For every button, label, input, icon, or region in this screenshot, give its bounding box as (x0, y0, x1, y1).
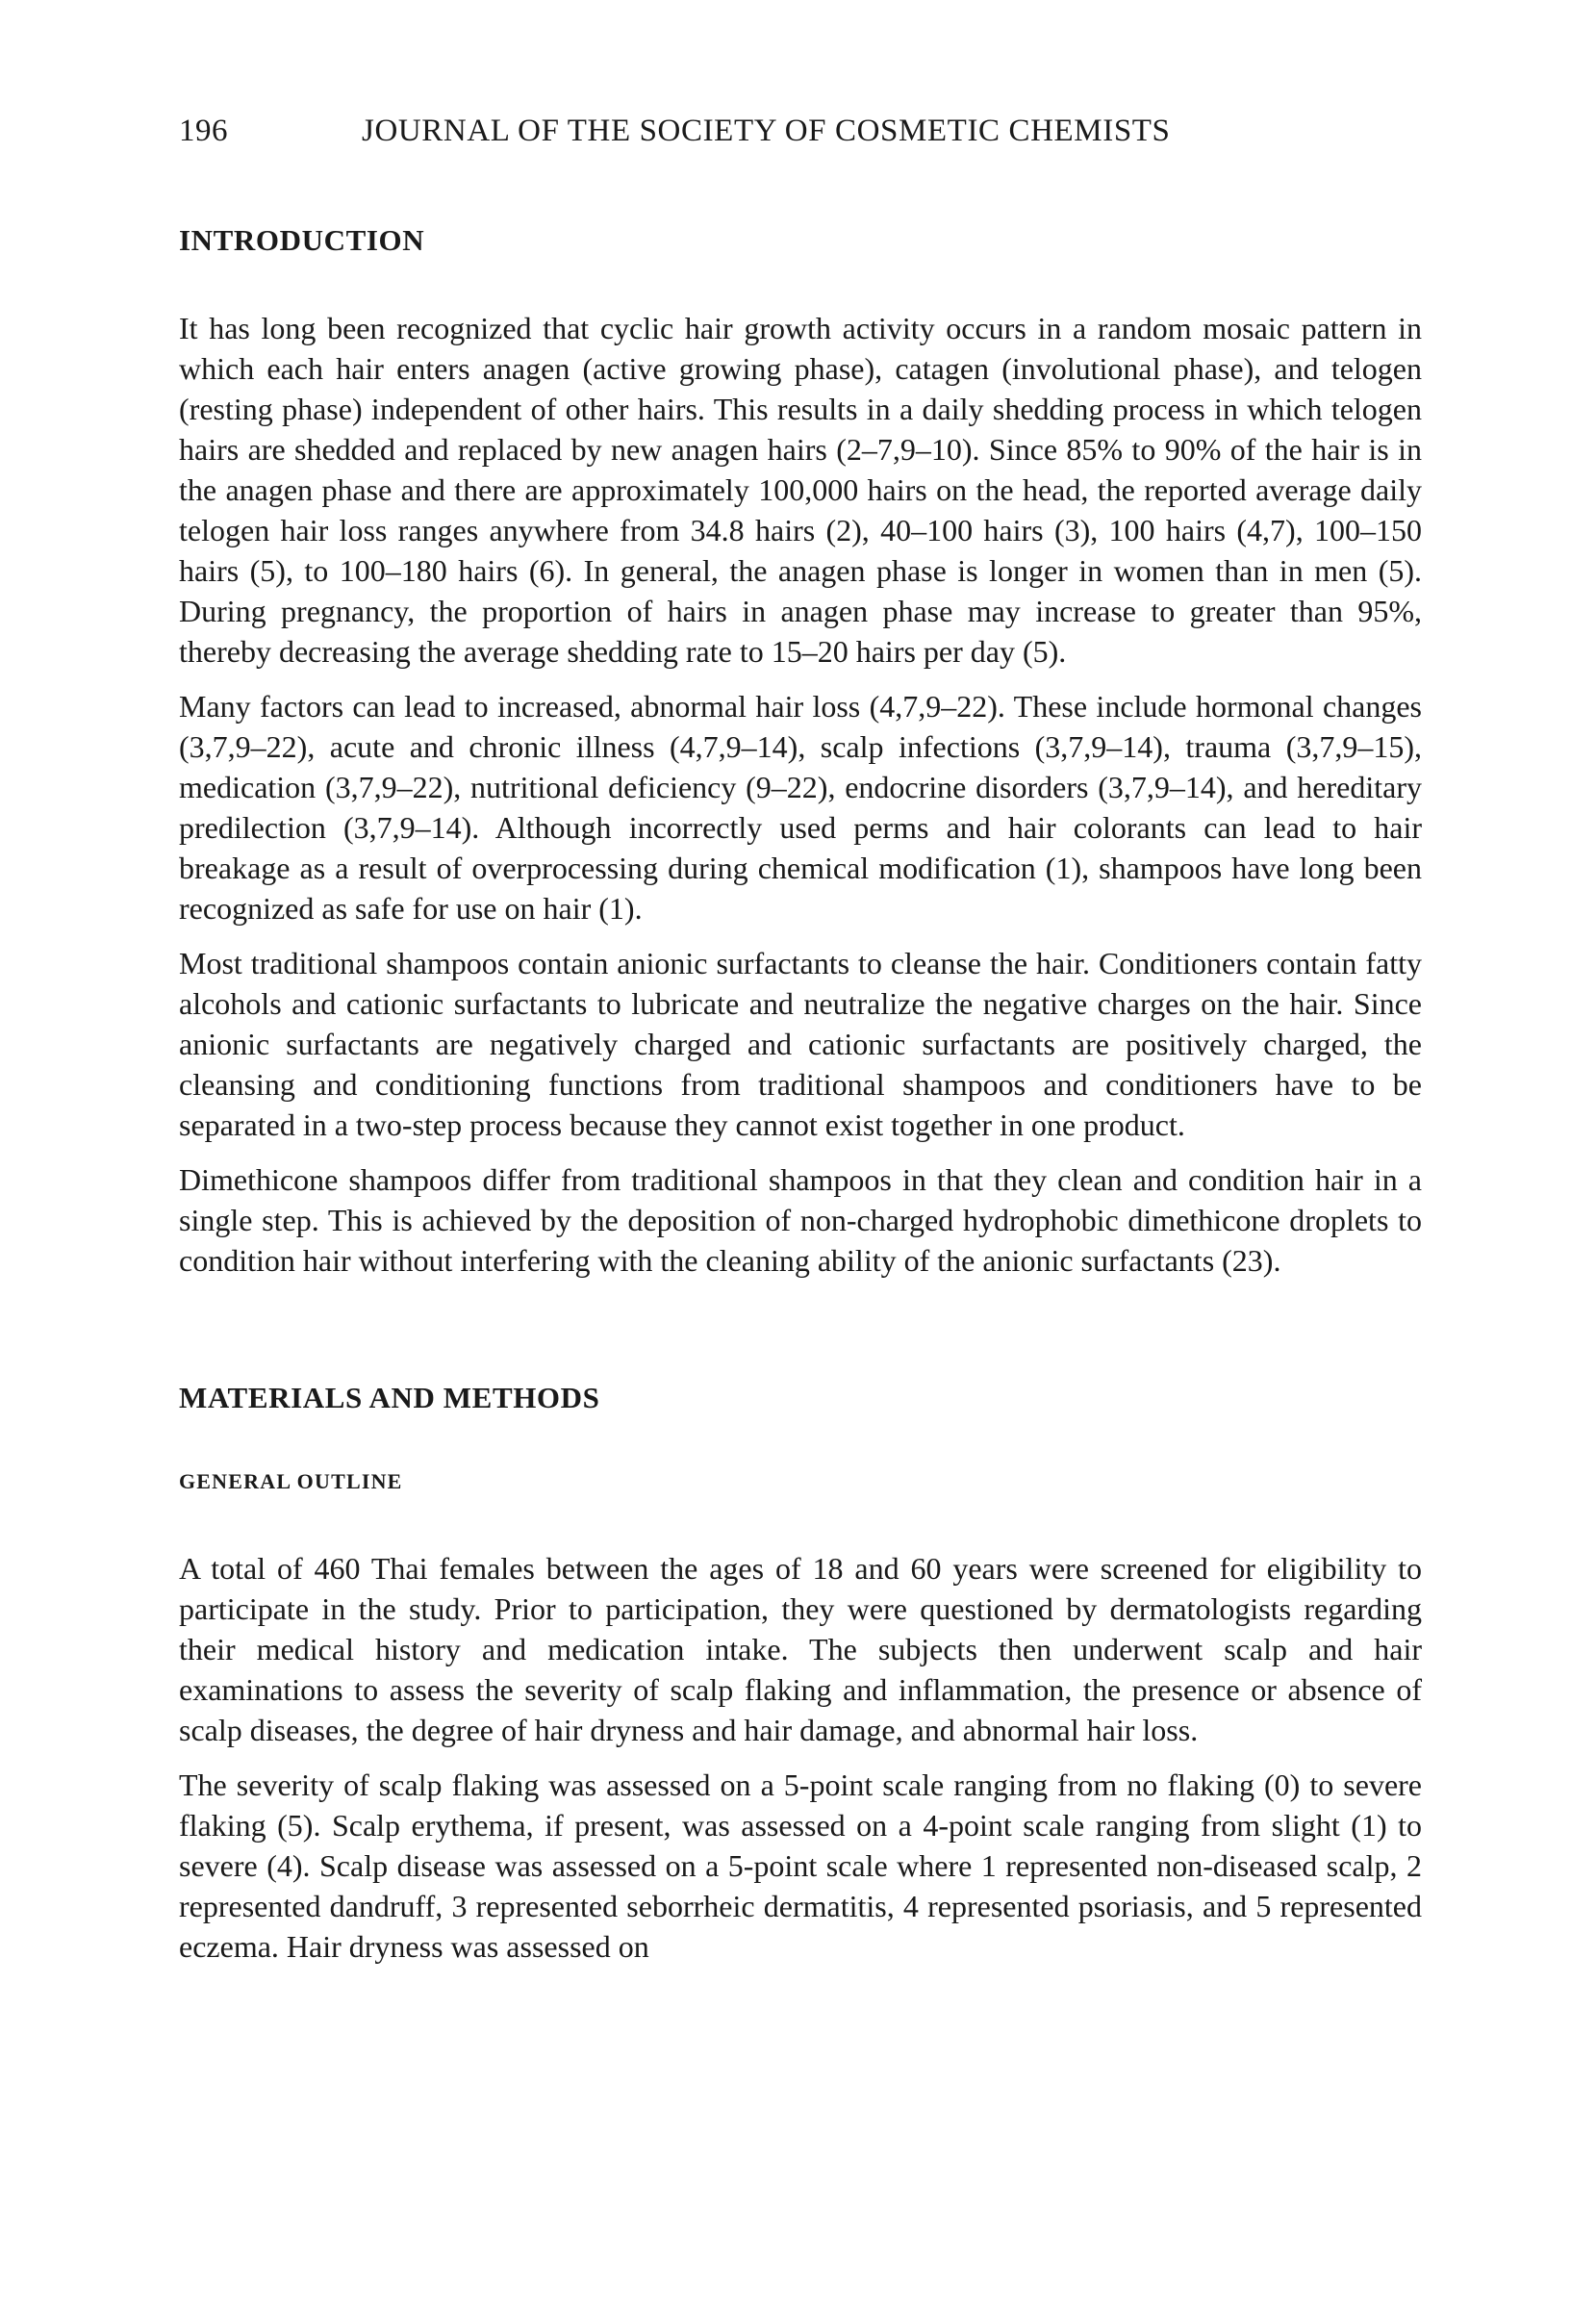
materials-and-methods-section (179, 1381, 1422, 1967)
running-head (179, 114, 1422, 171)
page-number: 196 (179, 114, 228, 148)
introduction-section (179, 223, 1422, 1281)
introduction-paragraph-3: Most traditional shampoos contain anionic surfactants to cleanse the hair. Conditioners contain fatty alcohols and cationic surfactants to lubricate and neutralize the negative charges on the hair. Since anionic surfactants are negatively charged and cationic surfactants are positively charged, the cleansing and conditioning functions from traditional shampoos and conditioners have to be separated in a two-step process because they cannot exist together in one product. (179, 946, 1422, 1142)
introduction-paragraph-4: Dimethicone shampoos differ from traditional shampoos in that they clean and condition hair in a single step. This is achieved by the deposition of non-charged hydrophobic dimethicone droplets to condition hair without interfering with the cleaning ability of the anionic surfactants (23). (179, 1162, 1422, 1278)
methods-paragraph-2: The severity of scalp flaking was assessed on a 5-point scale ranging from no flaking (0) to severe flaking (5). Scalp erythema, if present, was assessed on a 4-point scale ranging from slight (1) to severe (4). Scalp disease was assessed on a 5-point scale where 1 represented non-diseased scalp, 2 represented dandruff, 3 represented seborrheic dermatitis, 4 represented psoriasis, and 5 represented eczema. Hair dryness was assessed on (179, 1767, 1422, 1964)
methods-paragraph-1: A total of 460 Thai females between the ages of 18 and 60 years were screened for eligibility to participate in the study. Prior to participation, they were questioned by dermatologists regarding their medical history and medication intake. The subjects then underwent scalp and hair examinations to assess the severity of scalp flaking and inflammation, the presence or absence of scalp diseases, the degree of hair dryness and hair damage, and abnormal hair loss. (179, 1551, 1422, 1747)
introduction-paragraph-2: Many factors can lead to increased, abnormal hair loss (4,7,9–22). These include hormonal changes (3,7,9–22), acute and chronic illness (4,7,9–14), scalp infections (3,7,9–14), trauma (3,7,9–15), medication (3,7,9–22), nutritional deficiency (9–22), endocrine disorders (3,7,9–14), and hereditary predilection (3,7,9–14). Although incorrectly used perms and hair colorants can lead to hair breakage as a result of overprocessing during chemical modification (1), shampoos have long been recognized as safe for use on hair (1). (179, 689, 1422, 926)
journal-title: JOURNAL OF THE SOCIETY OF COSMETIC CHEMISTS (362, 114, 1171, 148)
materials-and-methods-heading: MATERIALS AND METHODS (179, 1381, 600, 1414)
introduction-paragraph-1: It has long been recognized that cyclic hair growth activity occurs in a random mosaic pattern in which each hair enters anagen (active growing phase), catagen (involutional phase), and telogen (resting phase) independent of other hairs. This results in a daily shedding process in which telogen hairs are shedded and replaced by new anagen hairs (2–7,9–10). Since 85% to 90% of the hair is in the anagen phase and there are approximately 100,000 hairs on the head, the reported average daily telogen hair loss ranges anywhere from 34.8 hairs (2), 40–100 hairs (3), 100 hairs (4,7), 100–150 hairs (5), to 100–180 hairs (6). In general, the anagen phase is longer in women than in men (5). During pregnancy, the proportion of hairs in anagen phase may increase to greater than 95%, thereby decreasing the average shedding rate to 15–20 hairs per day (5). (179, 311, 1422, 669)
journal-page (179, 114, 1422, 1981)
introduction-heading: INTRODUCTION (179, 223, 425, 257)
general-outline-subheading: GENERAL OUTLINE (179, 1469, 403, 1493)
